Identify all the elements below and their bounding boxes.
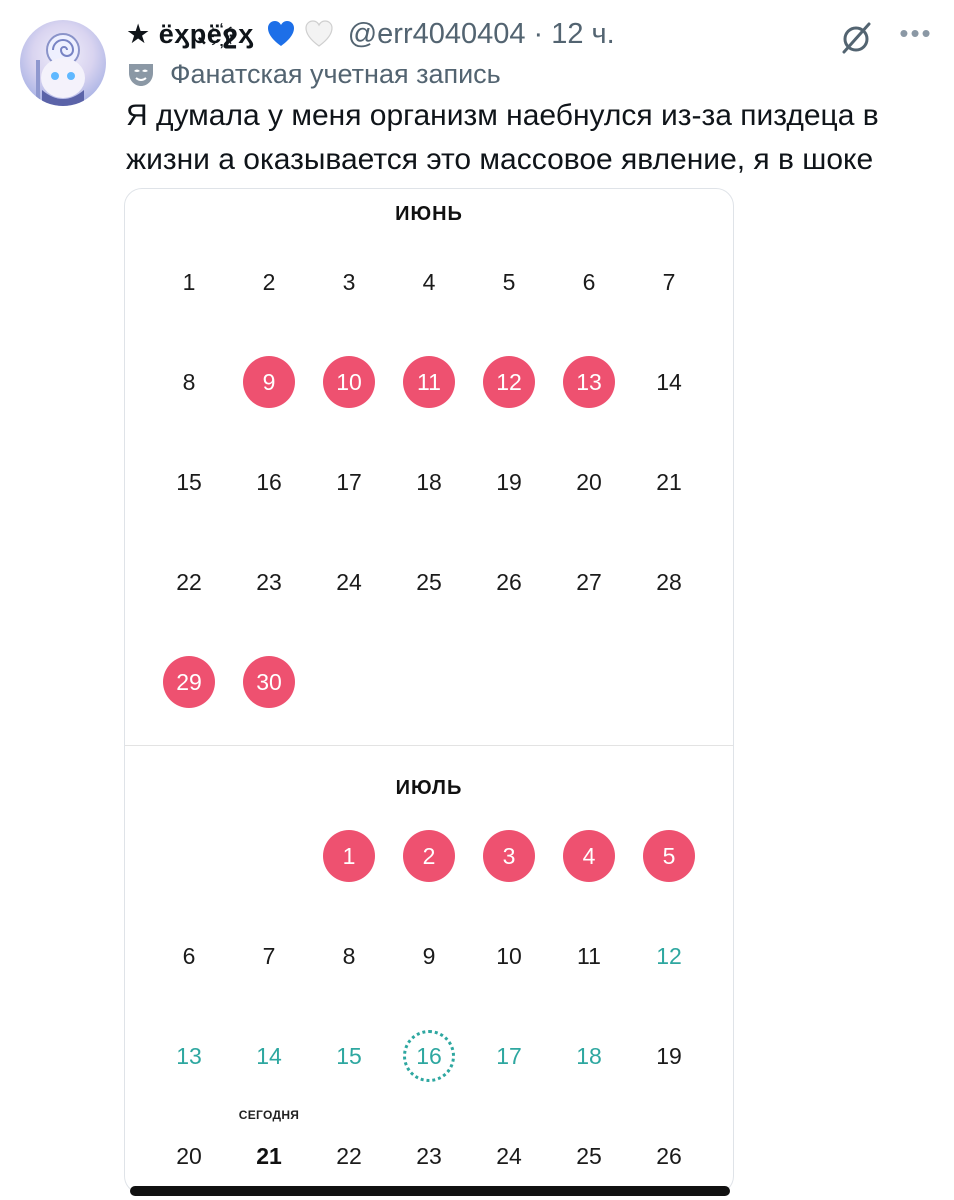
calendar-day: 11: [403, 356, 455, 408]
mask-icon: [126, 59, 156, 89]
timestamp[interactable]: 12 ч.: [551, 17, 615, 50]
calendar-day: 6: [582, 268, 596, 295]
calendar-day: 6: [182, 942, 196, 969]
calendar-day: 3: [342, 268, 356, 295]
avatar[interactable]: [20, 20, 106, 106]
calendar-day: 18: [576, 1042, 602, 1069]
tweet-header: [126, 14, 615, 54]
account-label: [126, 56, 501, 92]
calendar-day: 26: [656, 1142, 682, 1169]
calendar-day: 1: [323, 830, 375, 882]
month-title-june: ИЮНЬ: [395, 203, 463, 225]
calendar-day: 14: [656, 368, 682, 395]
calendar-day: 2: [262, 268, 276, 295]
user-handle[interactable]: @err4040404: [347, 17, 526, 50]
calendar-day: 23: [416, 1142, 442, 1169]
calendar-day: 13: [563, 356, 615, 408]
calendar-day: 24: [336, 568, 362, 595]
today-label: СЕГОДНЯ: [238, 1108, 300, 1122]
grok-icon[interactable]: [836, 18, 876, 58]
calendar-day: 24: [496, 1142, 522, 1169]
calendar-day: 9: [243, 356, 295, 408]
calendar-day: 2: [403, 830, 455, 882]
month-divider: [125, 745, 733, 746]
calendar-day: 20: [576, 468, 602, 495]
calendar-day: 7: [262, 942, 276, 969]
calendar-day: 29: [163, 656, 215, 708]
calendar-day: 1: [182, 268, 196, 295]
calendar-image[interactable]: [124, 188, 734, 1194]
calendar-day: 22: [336, 1142, 362, 1169]
calendar-day: 18: [416, 468, 442, 495]
account-label-text: Фанатская учетная запись: [170, 58, 501, 89]
calendar-day: 15: [336, 1042, 362, 1069]
calendar-day: 21: [656, 468, 682, 495]
calendar-day: 20: [176, 1142, 202, 1169]
calendar-day: 16: [256, 468, 282, 495]
calendar-day: 12: [483, 356, 535, 408]
calendar-day: 17: [336, 468, 362, 495]
calendar-day: 3: [483, 830, 535, 882]
separator-dot: ·: [533, 17, 544, 50]
calendar-day: 27: [576, 568, 602, 595]
calendar-day: 19: [656, 1042, 682, 1069]
more-options-icon[interactable]: •••: [899, 18, 933, 48]
calendar-day: 26: [496, 568, 522, 595]
calendar-day: 30: [243, 656, 295, 708]
calendar-day: 28: [656, 568, 682, 595]
calendar-day: 16: [403, 1030, 455, 1082]
blue-heart-icon: [266, 19, 296, 49]
calendar-day: 21: [256, 1142, 282, 1169]
calendar-day: 10: [496, 942, 522, 969]
calendar-day: 22: [176, 568, 202, 595]
calendar-day: 15: [176, 468, 202, 495]
tweet-text: Я думала у меня организм наебнулся из-за пиздеца в жизни а оказывается это массовое явление, я в шоке: [126, 99, 879, 176]
month-title-july: ИЮЛЬ: [395, 777, 463, 799]
calendar-day: 25: [576, 1142, 602, 1169]
calendar-day: 25: [416, 568, 442, 595]
calendar-day: 17: [496, 1042, 522, 1069]
calendar-day: 8: [342, 942, 356, 969]
calendar-day: 13: [176, 1042, 202, 1069]
calendar-day: 8: [182, 368, 196, 395]
calendar-day: 23: [256, 568, 282, 595]
calendar-day: 5: [643, 830, 695, 882]
calendar-day: 19: [496, 468, 522, 495]
calendar-day: 4: [422, 268, 436, 295]
display-name[interactable]: ★ ёӽҏё҉ջӽ: [126, 18, 254, 49]
calendar-day: 5: [502, 268, 516, 295]
calendar-day: 10: [323, 356, 375, 408]
calendar-day: 7: [662, 268, 676, 295]
calendar-day: 14: [256, 1042, 282, 1069]
white-heart-icon: [304, 19, 334, 49]
calendar-day: 9: [422, 942, 436, 969]
calendar-day: 11: [577, 942, 601, 969]
calendar-day: 12: [656, 942, 682, 969]
calendar-day: 4: [563, 830, 615, 882]
card-bottom-edge: [130, 1186, 730, 1196]
